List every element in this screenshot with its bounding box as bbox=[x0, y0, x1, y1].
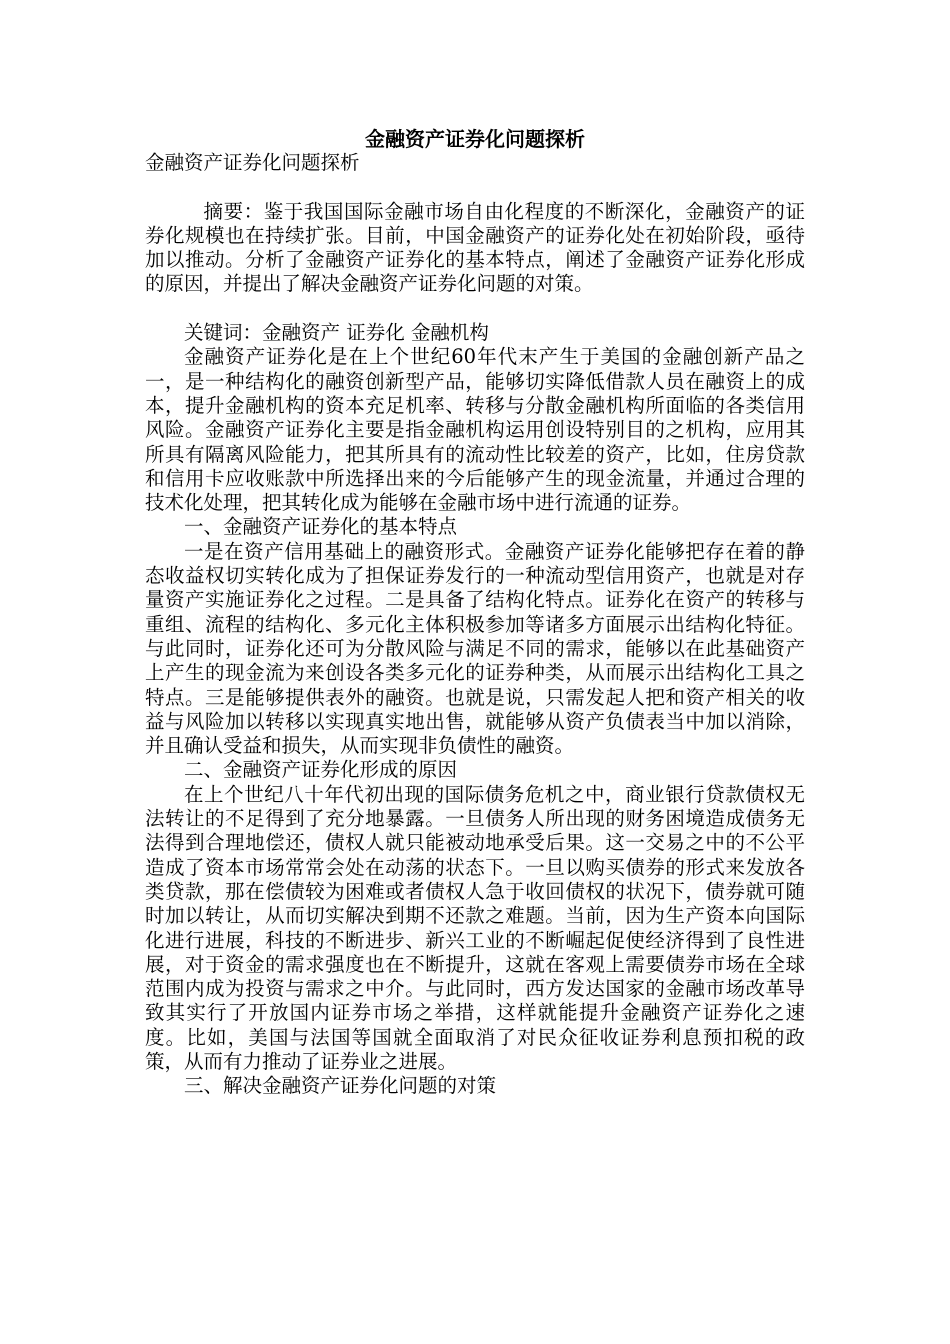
abstract-paragraph: 摘要：鉴于我国国际金融市场自由化程度的不断深化，金融资产的证券化规模也在持续扩张。目前，中国金融资产的证券化处在初始阶段，亟待加以推动。分析了金融资产证券化的基本特点，阐述了金融资产证券化形成的原因，并提出了解决金融资产证券化问题的对策。 bbox=[145, 199, 805, 296]
section-heading-1: 一、金融资产证券化的基本特点 bbox=[184, 515, 458, 539]
blank-line bbox=[145, 297, 805, 321]
section-body-2: 在上个世纪八十年代初出现的国际债务危机之中，商业银行贷款债权无法转让的不足得到了充分地暴露。一旦债务人所出现的财务困境造成债务无法得到合理地偿还，债权人就只能被动地承受后果。这一交易之中的不公平造成了资本市场常常会处在动荡的状态下。一旦以购买债券的形式来发放各类贷款，那在偿债较为困难或者债权人急于收回债权的状况下，债券就可随时加以转让，从而切实解决到期不还款之难题。当前，因为生产资本向国际化进行进展，科技的不断进步、新兴工业的不断崛起促使经济得到了良性进展，对于资金的需求强度也在不断提升，这就在客观上需要债券市场在全球范围内成为投资与需求之中介。与此同时，西方发达国家的金融市场改革导致其实行了开放国内证券市场之举措，这样就能提升金融资产证券化之速度。比如，美国与法国等国就全面取消了对民众征收证券利息预扣税的政策，从而有力推动了证券业之进展。 bbox=[145, 782, 805, 1073]
section-body-1: 一是在资产信用基础上的融资形式。金融资产证券化能够把存在着的静态收益权切实转化成为了担保证券发行的一种流动型信用资产，也就是对存量资产实施证券化之过程。二是具备了结构化特点。证券化在资产的转移与重组、流程的结构化、多元化主体积极参加等诸多方面展示出结构化特征。与此同时，证券化还可为分散风险与满足不同的需求，能够以在此基础资产上产生的现金流为来创设各类多元化的证券种类，从而展示出结构化工具之特点。三是能够提供表外的融资。也就是说，只需发起人把和资产相关的收益与风险加以转移以实现真实地出售，就能够从资产负债表当中加以消除，并且确认受益和损失，从而实现非负债性的融资。 bbox=[145, 539, 805, 758]
document-body bbox=[145, 151, 805, 1099]
blank-line bbox=[145, 175, 805, 199]
intro-paragraph: 金融资产证券化是在上个世纪60年代末产生于美国的金融创新产品之一，是一种结构化的融资创新型产品，能够切实降低借款人员在融资上的成本，提升金融机构的资本充足机率、转移与分散金融机构所面临的各类信用风险。金融资产证券化主要是指金融机构运用创设特别目的之机构，应用其所具有隔离风险能力，把其所具有的流动性比较差的资产，比如，住房贷款和信用卡应收账款中所选择出来的今后能够产生的现金流量，并通过合理的技术化处理，把其转化成为能够在金融市场中进行流通的证券。 bbox=[145, 345, 805, 515]
document-title: 金融资产证券化问题探析 bbox=[365, 127, 585, 151]
document-subtitle: 金融资产证券化问题探析 bbox=[145, 151, 360, 174]
keywords-line: 关键词：金融资产 证券化 金融机构 bbox=[184, 321, 489, 345]
section-heading-2: 二、金融资产证券化形成的原因 bbox=[184, 758, 458, 782]
section-heading-3: 三、解决金融资产证券化问题的对策 bbox=[184, 1074, 497, 1098]
